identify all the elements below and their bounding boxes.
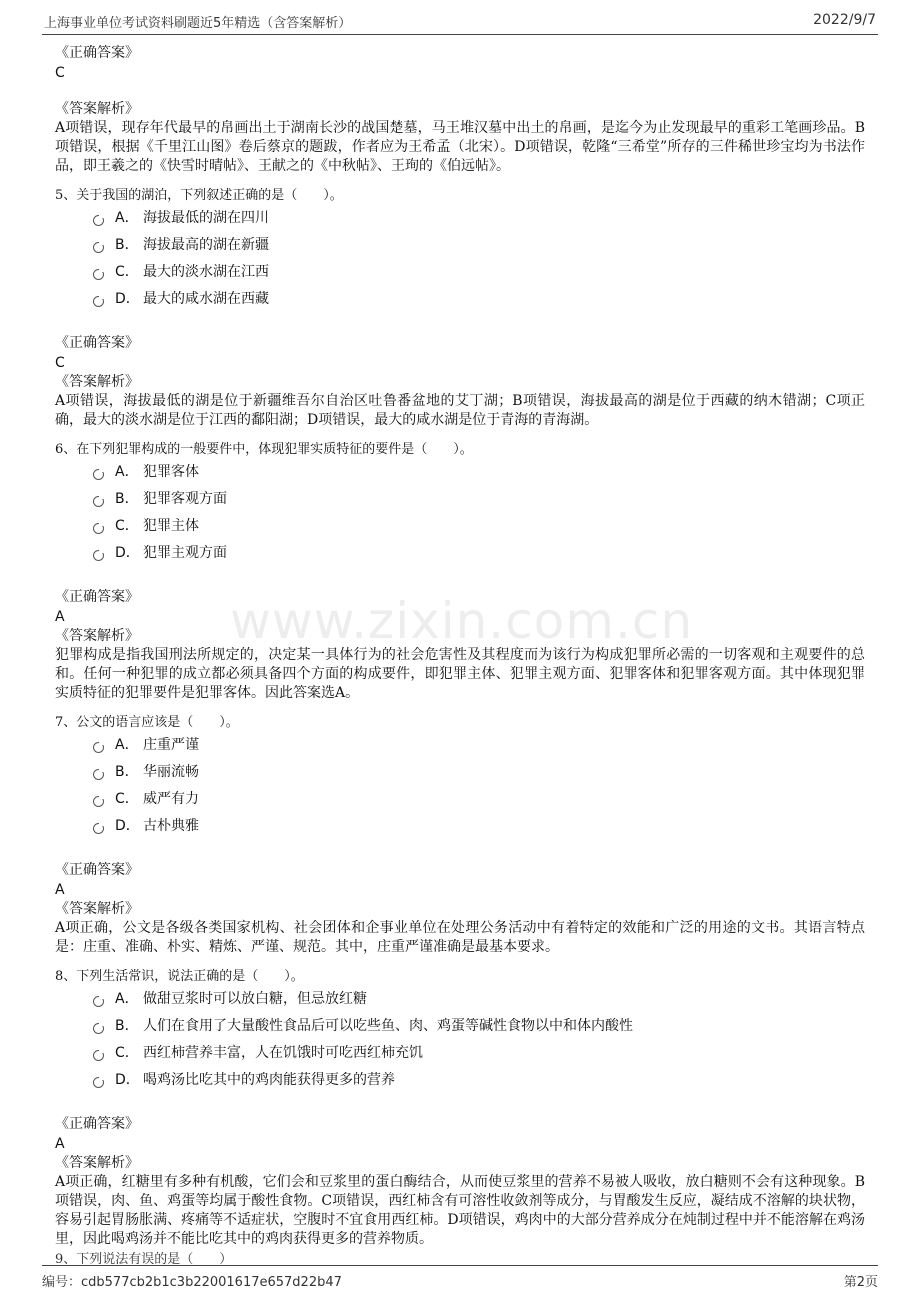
option-text: 威严有力 <box>143 791 199 807</box>
option-text: 最大的淡水湖在江西 <box>143 264 269 280</box>
option-d[interactable] <box>93 544 865 571</box>
question-7 <box>55 713 865 957</box>
correct-answer: C <box>55 65 65 81</box>
analysis-label: 《答案解析》 <box>55 628 139 644</box>
page-number: 第2页 <box>843 1275 878 1290</box>
watermark: www.zixin.com.cn <box>230 592 694 650</box>
option-text: 海拔最高的湖在新疆 <box>143 237 269 253</box>
document-body <box>55 44 865 1249</box>
option-d[interactable] <box>93 817 865 844</box>
option-text: 人们在食用了大量酸性食品后可以吃些鱼、肉、鸡蛋等碱性食物以中和体内酸性 <box>143 1018 633 1034</box>
option-c[interactable] <box>93 790 865 817</box>
radio-button-icon[interactable] <box>93 1023 104 1034</box>
option-text: 华丽流畅 <box>143 764 199 780</box>
option-a[interactable] <box>93 990 865 1017</box>
correct-answer-label: 《正确答案》 <box>55 45 139 61</box>
option-text: 西红柿营养丰富，人在饥饿时可吃西红柿充饥 <box>143 1045 423 1061</box>
option-text: 犯罪主体 <box>143 518 199 534</box>
option-text: 古朴典雅 <box>143 818 199 834</box>
answer-analysis: A项正确，公文是各级各类国家机构、社会团体和企事业单位在处理公务活动中有着特定的效能和广泛的用途的文书。其语言特点是：庄重、准确、朴实、精炼、严谨、规范。其中，庄重严谨准确是最基本要求。 <box>55 920 865 955</box>
document-id: 编号：cdb577cb2b1c3b22001617e657d22b47 <box>42 1275 342 1290</box>
correct-answer-label: 《正确答案》 <box>55 335 139 351</box>
radio-button-icon[interactable] <box>93 242 104 253</box>
option-letter: B． <box>115 491 139 507</box>
radio-button-icon[interactable] <box>93 742 104 753</box>
option-letter: A． <box>115 737 139 753</box>
answer-block <box>55 44 865 176</box>
correct-answer-label: 《正确答案》 <box>55 862 139 878</box>
option-c[interactable] <box>93 1044 865 1071</box>
correct-answer: A <box>55 882 65 898</box>
radio-button-icon[interactable] <box>93 496 104 507</box>
radio-button-icon[interactable] <box>93 1050 104 1061</box>
answer-analysis: A项错误，现存年代最早的帛画出土于湖南长沙的战国楚墓，马王堆汉墓中出土的帛画，是迄今为止发现最早的重彩工笔画珍品。B项错误，根据《千里江山图》卷后蔡京的题跋，作者应为王希孟（北宋）。D项错误，乾隆“三希堂”所存的三件稀世珍宝均为书法作品，即王羲之的《快雪时晴帖》、王献之的《中秋帖》、王珣的《伯远帖》。 <box>55 120 865 174</box>
question-title: 5、关于我国的湖泊，下列叙述正确的是（ ）。 <box>55 188 343 203</box>
question-8 <box>55 967 865 1249</box>
option-letter: A． <box>115 991 139 1007</box>
answer-analysis: A项正确，红糖里有多种有机酸，它们会和豆浆里的蛋白酶结合，从而使豆浆里的营养不易被人吸收，放白糖则不会有这种现象。B项错误，肉、鱼、鸡蛋等均属于酸性食物。C项错误，西红柿含有可溶性收敛剂等成分，与胃酸发生反应，凝结成不溶解的块状物，容易引起胃肠胀满、疼痛等不适症状，空腹时不宜食用西红柿。D项错误，鸡肉中的大部分营养成分在炖制过程中并不能溶解在鸡汤里，因此喝鸡汤并不能比吃其中的鸡肉获得更多的营养物质。 <box>55 1174 865 1247</box>
option-letter: A． <box>115 464 139 480</box>
option-b[interactable] <box>93 490 865 517</box>
question-5 <box>55 186 865 430</box>
analysis-label: 《答案解析》 <box>55 101 139 117</box>
option-text: 喝鸡汤比吃其中的鸡肉能获得更多的营养 <box>143 1072 395 1088</box>
option-letter: C． <box>115 264 139 280</box>
option-text: 犯罪主观方面 <box>143 545 227 561</box>
question-6 <box>55 440 865 703</box>
option-d[interactable] <box>93 290 865 317</box>
option-text: 最大的咸水湖在西藏 <box>143 291 269 307</box>
next-question-partial: 9、下列说法有误的是（ ） <box>55 1252 233 1267</box>
question-title: 6、在下列犯罪构成的一般要件中，体现犯罪实质特征的要件是（ ）。 <box>55 442 473 457</box>
option-letter: C． <box>115 791 139 807</box>
radio-button-icon[interactable] <box>93 215 104 226</box>
correct-answer: C <box>55 355 65 371</box>
option-letter: D． <box>115 291 140 307</box>
option-text: 海拔最低的湖在四川 <box>143 210 269 226</box>
radio-button-icon[interactable] <box>93 523 104 534</box>
answer-analysis: 犯罪构成是指我国刑法所规定的，决定某一具体行为的社会危害性及其程度而为该行为构成犯罪所必需的一切客观和主观要件的总和。任何一种犯罪的成立都必须具备四个方面的构成要件，即犯罪主体、犯罪主观方面、犯罪客体和犯罪客观方面。其中体现犯罪实质特征的犯罪要件是犯罪客体。因此答案选A。 <box>55 647 865 701</box>
radio-button-icon[interactable] <box>93 823 104 834</box>
correct-answer-label: 《正确答案》 <box>55 589 139 605</box>
question-title: 8、下列生活常识，说法正确的是（ ）。 <box>55 969 304 984</box>
option-c[interactable] <box>93 263 865 290</box>
header-date: 2022/9/7 <box>813 12 876 28</box>
radio-button-icon[interactable] <box>93 1077 104 1088</box>
radio-button-icon[interactable] <box>93 296 104 307</box>
analysis-label: 《答案解析》 <box>55 1155 139 1171</box>
option-b[interactable] <box>93 1017 865 1044</box>
option-a[interactable] <box>93 736 865 763</box>
correct-answer-label: 《正确答案》 <box>55 1116 139 1132</box>
option-d[interactable] <box>93 1071 865 1098</box>
option-letter: D． <box>115 545 140 561</box>
radio-button-icon[interactable] <box>93 469 104 480</box>
radio-button-icon[interactable] <box>93 550 104 561</box>
option-letter: B． <box>115 1018 139 1034</box>
option-text: 犯罪客体 <box>143 464 199 480</box>
option-b[interactable] <box>93 763 865 790</box>
option-a[interactable] <box>93 463 865 490</box>
option-letter: A． <box>115 210 139 226</box>
option-text: 做甜豆浆时可以放白糖，但忌放红糖 <box>143 991 367 1007</box>
option-letter: B． <box>115 237 139 253</box>
page-footer <box>42 1265 878 1292</box>
analysis-label: 《答案解析》 <box>55 901 139 917</box>
answer-analysis: A项错误，海拔最低的湖是位于新疆维吾尔自治区吐鲁番盆地的艾丁湖；B项错误，海拔最高的湖是位于西藏的纳木错湖；C项正确，最大的淡水湖是位于江西的鄱阳湖；D项错误，最大的咸水湖是位于青海的青海湖。 <box>55 393 865 428</box>
page-header <box>42 10 878 35</box>
option-letter: B． <box>115 764 139 780</box>
option-c[interactable] <box>93 517 865 544</box>
radio-button-icon[interactable] <box>93 996 104 1007</box>
option-letter: D． <box>115 818 140 834</box>
question-title: 7、公文的语言应该是（ ）。 <box>55 715 239 730</box>
option-letter: C． <box>115 1045 139 1061</box>
option-a[interactable] <box>93 209 865 236</box>
option-letter: C． <box>115 518 139 534</box>
radio-button-icon[interactable] <box>93 769 104 780</box>
radio-button-icon[interactable] <box>93 796 104 807</box>
radio-button-icon[interactable] <box>93 269 104 280</box>
document-title: 上海事业单位考试资料刷题近5年精选（含答案解析） <box>44 16 352 31</box>
correct-answer: A <box>55 1136 65 1152</box>
option-text: 庄重严谨 <box>143 737 199 753</box>
option-b[interactable] <box>93 236 865 263</box>
option-text: 犯罪客观方面 <box>143 491 227 507</box>
correct-answer: A <box>55 609 65 625</box>
option-letter: D． <box>115 1072 140 1088</box>
analysis-label: 《答案解析》 <box>55 374 139 390</box>
